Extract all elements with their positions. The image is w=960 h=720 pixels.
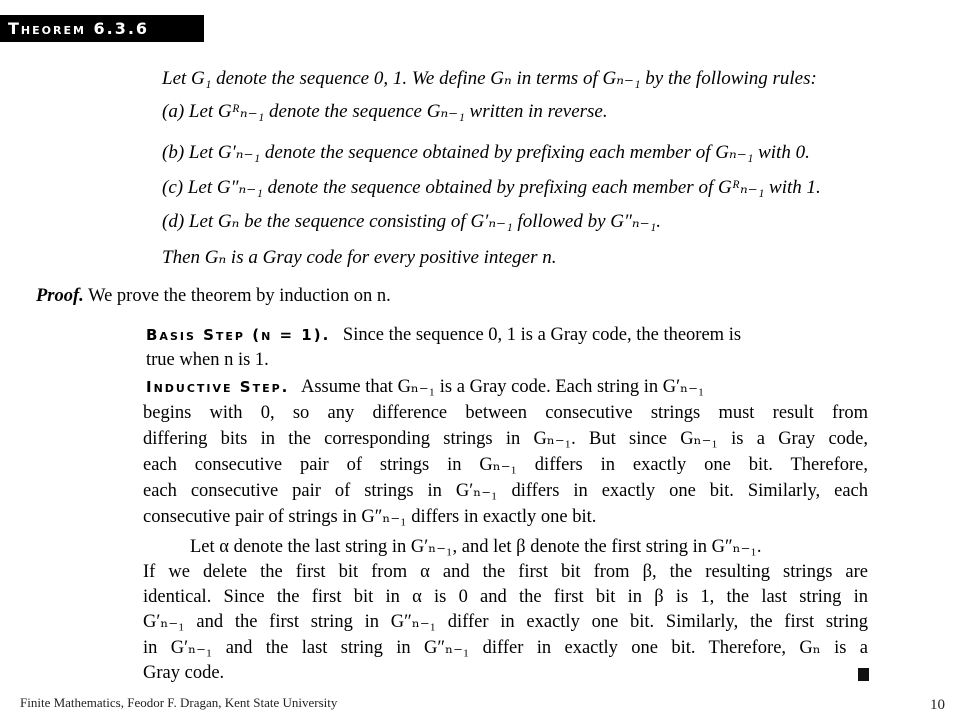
qed-square-icon	[858, 668, 869, 681]
final-line: identical. Since the first bit in α is 0 and the first bit in β is 1, the last string in	[143, 587, 868, 607]
theorem-rule-b: (b) Let G′ₙ₋₁ denote the sequence obtained by prefixing each member of Gₙ₋₁ with 0.	[162, 142, 810, 163]
final-line: Let α denote the last string in G′ₙ₋₁, and let β denote the first string in G″ₙ₋₁.	[190, 537, 762, 557]
final-line: in G′ₙ₋₁ and the last string in G″ₙ₋₁ differ in exactly one bit. Therefore, Gₙ is a	[143, 638, 868, 658]
theorem-intro: Let G₁ denote the sequence 0, 1. We define Gₙ in terms of Gₙ₋₁ by the following rules:	[162, 68, 817, 89]
page-number: 10	[930, 697, 945, 713]
footer-credit: Finite Mathematics, Feodor F. Dragan, Kent State University	[20, 695, 338, 710]
final-line: G′ₙ₋₁ and the first string in G″ₙ₋₁ differ in exactly one bit. Similarly, the first string	[143, 612, 868, 632]
inductive-step-heading: Inductive Step.	[146, 378, 290, 396]
inductive-line: each consecutive pair of strings in Gₙ₋₁ differs in exactly one bit. Therefore,	[143, 455, 868, 475]
inductive-step-first-text: Assume that Gₙ₋₁ is a Gray code. Each string in G′ₙ₋₁	[300, 377, 705, 397]
inductive-line: each consecutive pair of strings in G′ₙ₋₁ differs in exactly one bit. Similarly, each	[143, 481, 868, 501]
proof-intro-line	[36, 287, 391, 306]
inductive-line: consecutive pair of strings in G″ₙ₋₁ differs in exactly one bit.	[143, 507, 597, 527]
theorem-badge: Theorem 6.3.6	[0, 15, 204, 42]
theorem-rule-c: (c) Let G″ₙ₋₁ denote the sequence obtained by prefixing each member of Gᴿₙ₋₁ with 1.	[162, 177, 821, 198]
basis-step-text: Since the sequence 0, 1 is a Gray code, the theorem is	[342, 325, 742, 345]
inductive-step-line-1	[146, 378, 704, 397]
inductive-line: begins with 0, so any difference between consecutive strings must result from	[143, 403, 868, 423]
final-line: If we delete the first bit from α and the first bit from β, the resulting strings are	[143, 562, 868, 582]
proof-label: Proof.	[36, 286, 84, 306]
basis-step-line-1	[146, 326, 741, 345]
theorem-rule-d: (d) Let Gₙ be the sequence consisting of G′ₙ₋₁ followed by G″ₙ₋₁.	[162, 211, 662, 232]
theorem-conclusion: Then Gₙ is a Gray code for every positive integer n.	[162, 247, 557, 268]
theorem-rule-a: (a) Let Gᴿₙ₋₁ denote the sequence Gₙ₋₁ written in reverse.	[162, 101, 608, 122]
basis-step-line-2: true when n is 1.	[146, 350, 269, 370]
basis-step-heading: Basis Step (n = 1).	[146, 326, 331, 344]
inductive-line: differing bits in the corresponding strings in Gₙ₋₁. But since Gₙ₋₁ is a Gray code,	[143, 429, 868, 449]
proof-intro: We prove the theorem by induction on n.	[88, 286, 391, 306]
final-line: Gray code.	[143, 663, 225, 683]
